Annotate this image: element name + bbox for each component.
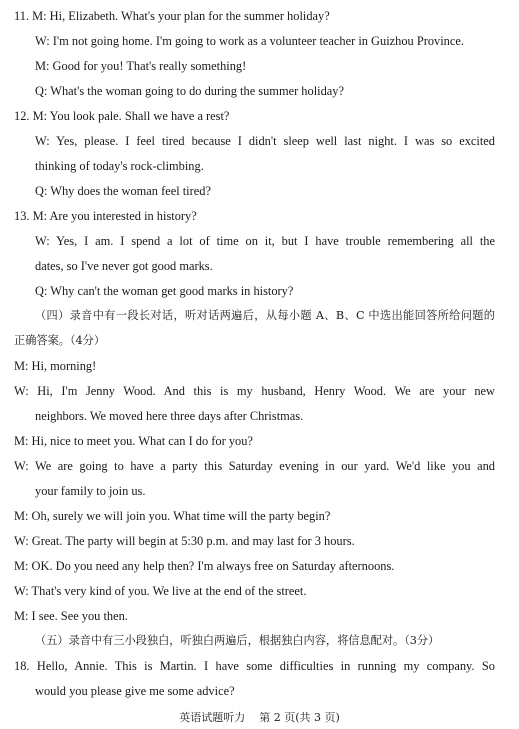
page-footer: 英语试题听力 第 2 页(共 3 页) bbox=[179, 711, 340, 724]
q13-line-3: dates, so I've never got good marks. bbox=[35, 259, 213, 273]
q18-line-2: would you please give me some advice? bbox=[35, 684, 235, 698]
dialog-line-4: W: We are going to have a party this Saturday evening in our yard. We'd like you and bbox=[14, 459, 495, 473]
dialog-line-7: M: OK. Do you need any help then? I'm always free on Saturday afternoons. bbox=[14, 559, 395, 573]
section-4-instruction-cont: 正确答案。（4分） bbox=[14, 334, 106, 347]
section-5-instruction: （五）录音中有三小段独白，听独白两遍后，根据独白内容，将信息配对。（3分） bbox=[35, 634, 440, 647]
q12-line-4: Q: Why does the woman feel tired? bbox=[35, 184, 211, 198]
dialog-line-1: M: Hi, morning! bbox=[14, 359, 97, 373]
q13-line-2: W: Yes, I am. I spend a lot of time on it, but I have trouble remembering all the bbox=[35, 234, 495, 248]
dialog-line-5: M: Oh, surely we will join you. What time will the party begin? bbox=[14, 509, 331, 523]
dialog-line-6: W: Great. The party will begin at 5:30 p.m. and may last for 3 hours. bbox=[14, 534, 355, 548]
dialog-line-3: M: Hi, nice to meet you. What can I do for you? bbox=[14, 434, 253, 448]
q12-line-1: 12. M: You look pale. Shall we have a rest? bbox=[14, 109, 230, 123]
q18-line-1: 18. Hello, Annie. This is Martin. I have some difficulties in running my company. So bbox=[14, 659, 495, 673]
dialog-line-2: W: Hi, I'm Jenny Wood. And this is my husband, Henry Wood. We are your new bbox=[14, 384, 495, 398]
q12-line-3: thinking of today's rock-climbing. bbox=[35, 159, 204, 173]
dialog-line-9: M: I see. See you then. bbox=[14, 609, 128, 623]
dialog-line-4-cont: your family to join us. bbox=[35, 484, 146, 498]
dialog-line-2-cont: neighbors. We moved here three days after Christmas. bbox=[35, 409, 304, 423]
section-4-instruction: （四）录音中有一段长对话，听对话两遍后，从每小题 A、B、C 中选出能回答所给问题的 bbox=[35, 309, 495, 322]
q13-line-4: Q: Why can't the woman get good marks in history? bbox=[35, 284, 294, 298]
q11-line-2: W: I'm not going home. I'm going to work as a volunteer teacher in Guizhou Province. bbox=[35, 34, 464, 48]
q13-line-1: 13. M: Are you interested in history? bbox=[14, 209, 197, 223]
q11-line-1: 11. M: Hi, Elizabeth. What's your plan for the summer holiday? bbox=[14, 9, 330, 23]
q11-line-3: M: Good for you! That's really something! bbox=[35, 59, 247, 73]
dialog-line-8: W: That's very kind of you. We live at the end of the street. bbox=[14, 584, 307, 598]
q11-line-4: Q: What's the woman going to do during the summer holiday? bbox=[35, 84, 344, 98]
q12-line-2: W: Yes, please. I feel tired because I didn't sleep well last night. I was so excited bbox=[35, 134, 495, 148]
